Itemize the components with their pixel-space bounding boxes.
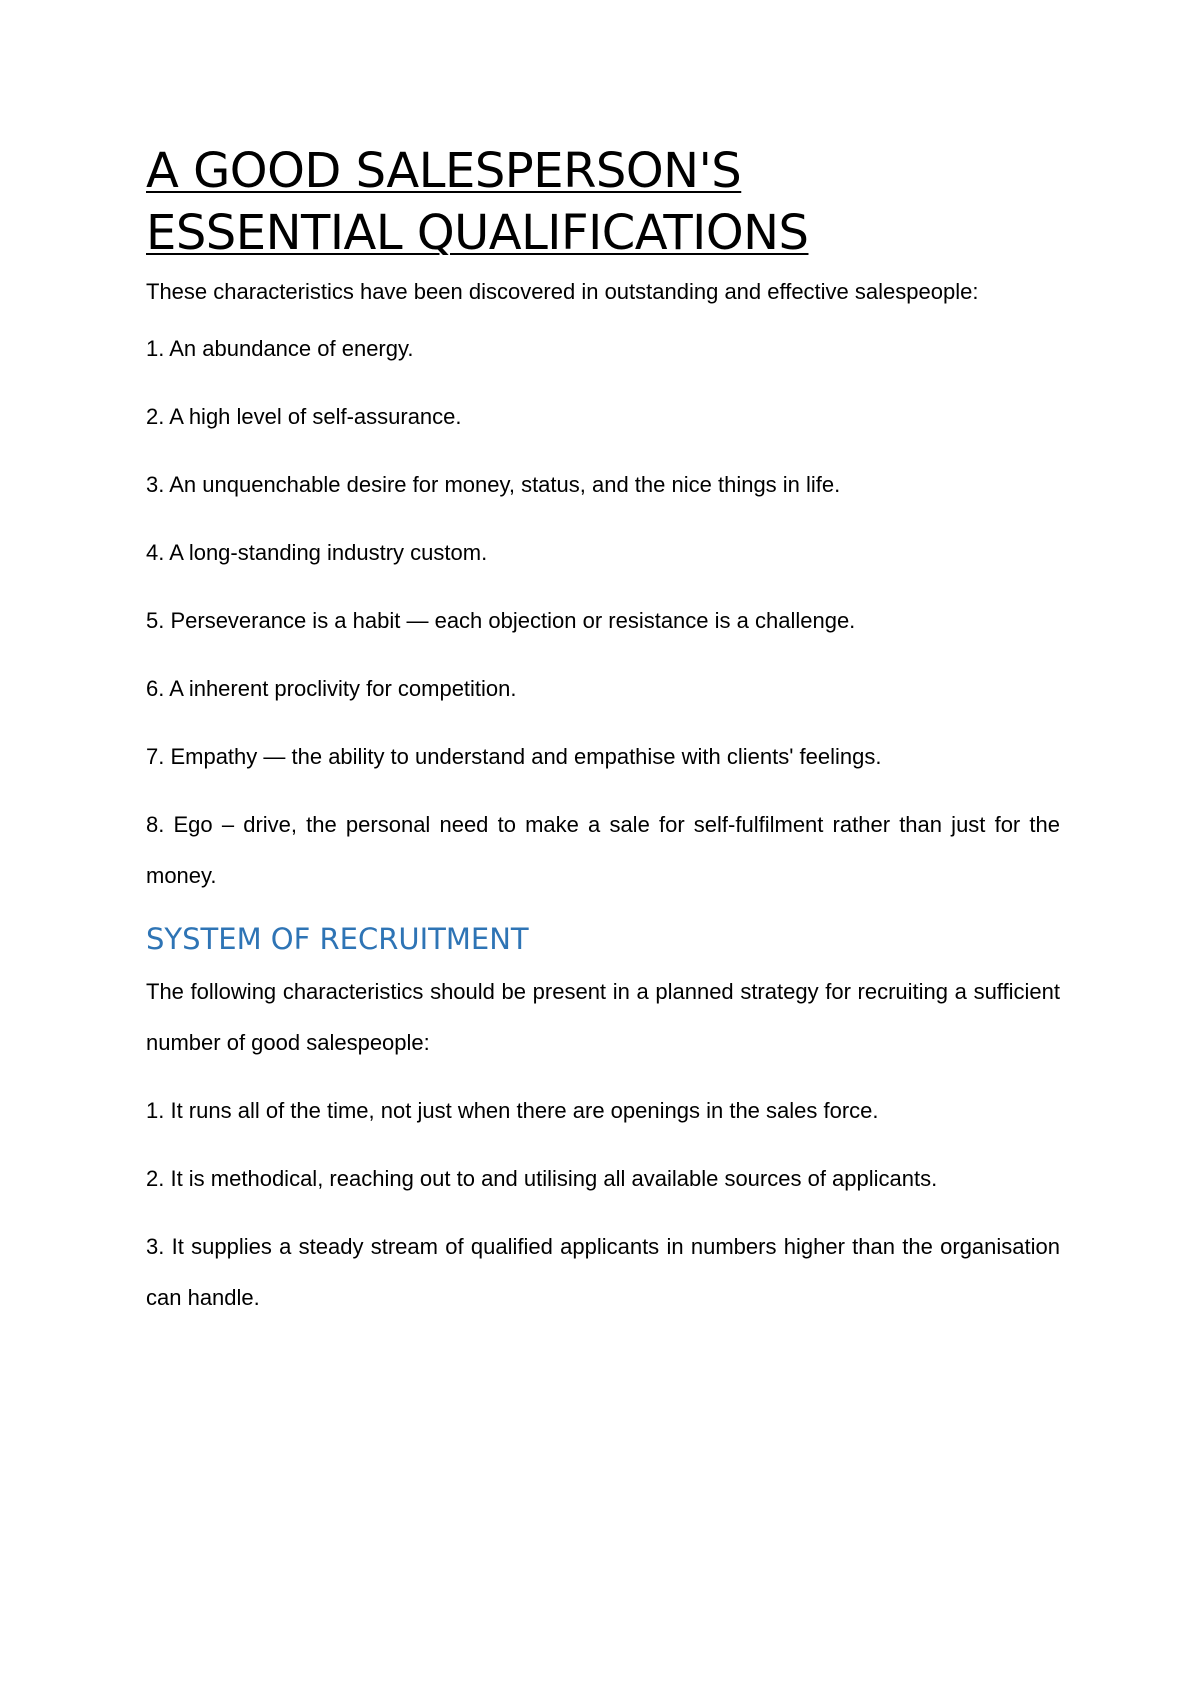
document-title-line-1: A GOOD SALESPERSON'S — [146, 143, 742, 199]
qualification-item-8: 8. Ego – drive, the personal need to make a sale for self-fulfilment rather than just for the money. — [146, 812, 1060, 888]
qualification-item-2: 2. A high level of self-assurance. — [146, 404, 462, 429]
qualification-item-5: 5. Perseverance is a habit — each objection or resistance is a challenge. — [146, 608, 856, 633]
qualification-item-1: 1. An abundance of energy. — [146, 336, 414, 361]
qualifications-list — [146, 323, 1060, 901]
document-title — [146, 140, 1060, 264]
recruitment-list — [146, 1085, 1060, 1323]
recruitment-item-3: 3. It supplies a steady stream of qualified applicants in numbers higher than the organisation can handle. — [146, 1234, 1060, 1310]
recruitment-item-1: 1. It runs all of the time, not just when there are openings in the sales force. — [146, 1098, 879, 1123]
qualification-item-6: 6. A inherent proclivity for competition. — [146, 676, 517, 701]
recruitment-item-2: 2. It is methodical, reaching out to and utilising all available sources of applicants. — [146, 1166, 938, 1191]
recruitment-intro-paragraph: The following characteristics should be present in a planned strategy for recruiting a sufficient number of good salespeople: — [146, 979, 1060, 1055]
document-title-line-2: ESSENTIAL QUALIFICATIONS — [146, 205, 809, 261]
qualification-item-7: 7. Empathy — the ability to understand and empathise with clients' feelings. — [146, 744, 882, 769]
qualification-item-4: 4. A long-standing industry custom. — [146, 540, 488, 565]
section-heading-recruitment: SYSTEM OF RECRUITMENT — [146, 922, 529, 956]
document-page — [146, 140, 1060, 1340]
intro-paragraph: These characteristics have been discovered in outstanding and effective salespeople: — [146, 279, 979, 304]
qualification-item-3: 3. An unquenchable desire for money, status, and the nice things in life. — [146, 472, 841, 497]
